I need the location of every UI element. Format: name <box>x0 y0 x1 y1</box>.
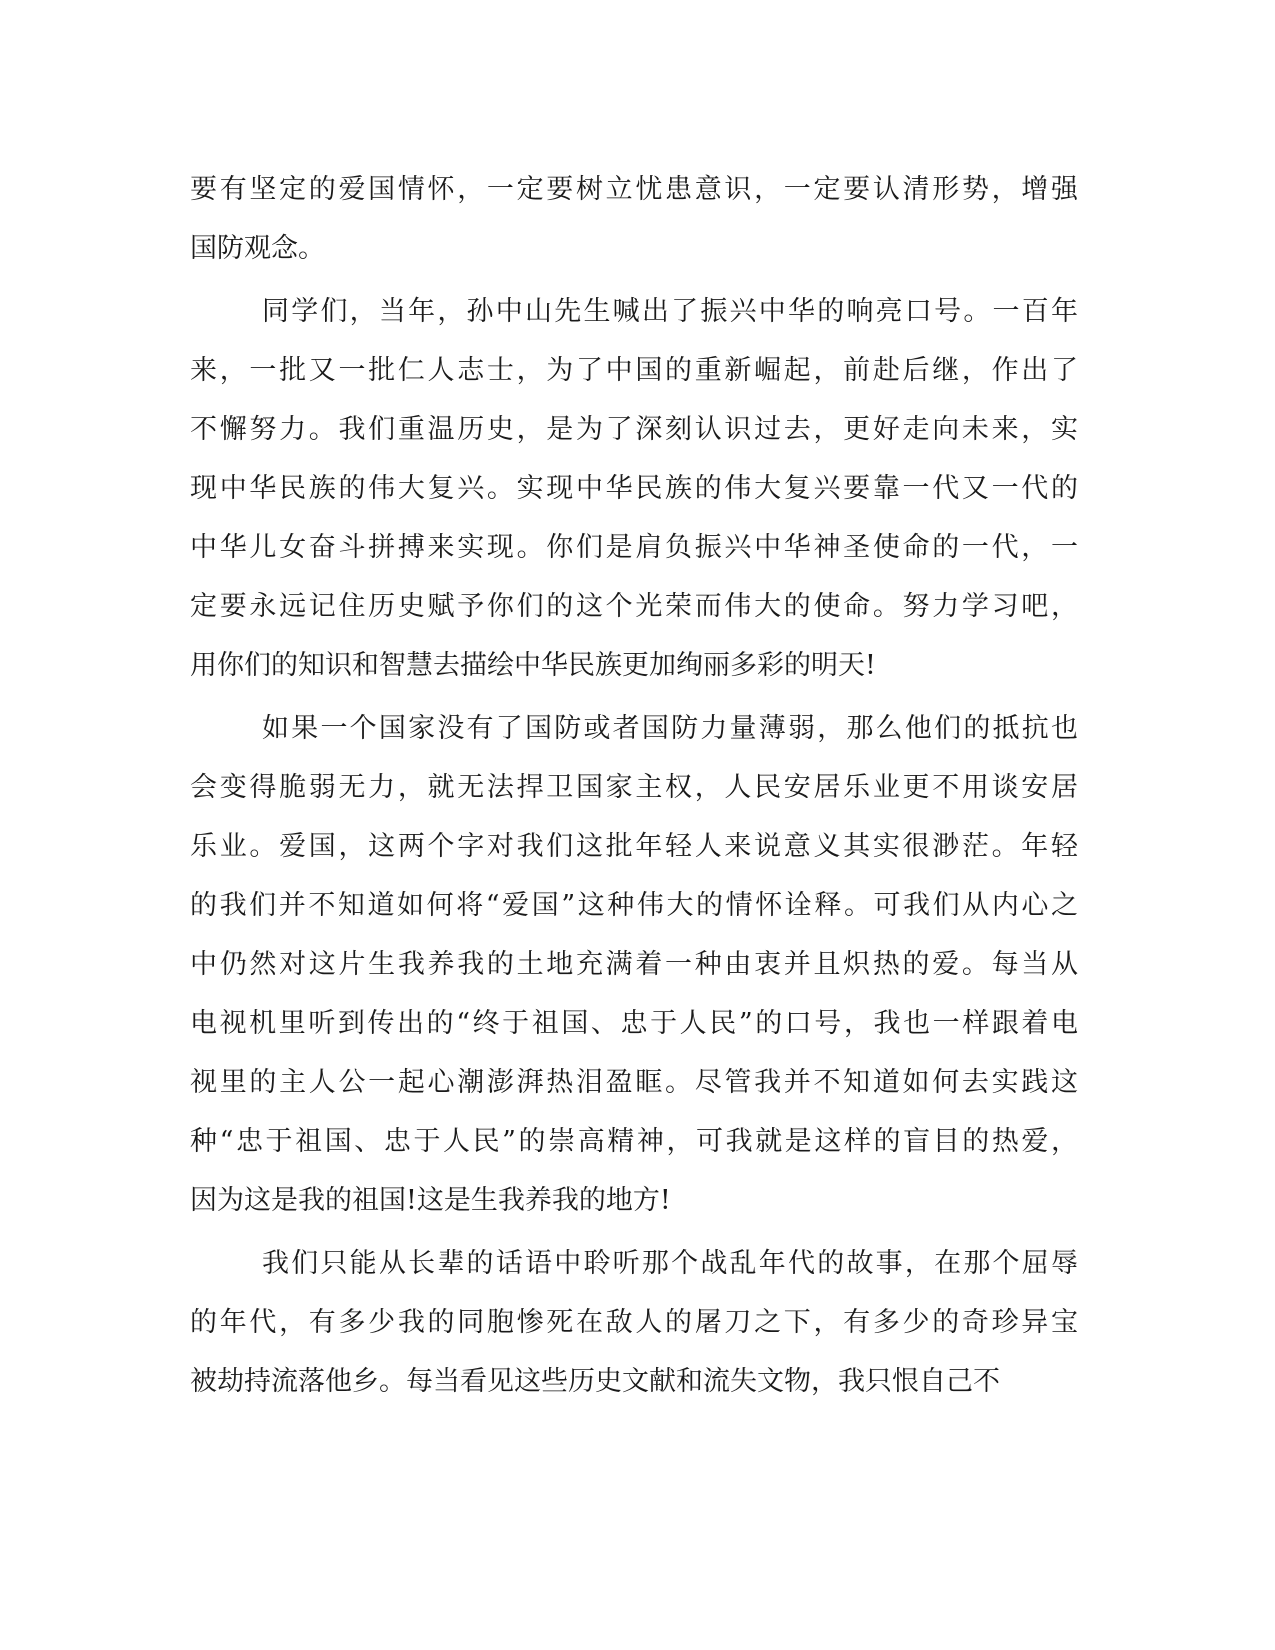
paragraph <box>190 1234 1078 1411</box>
document-body <box>190 160 1078 1411</box>
text-line: 会变得脆弱无力，就无法捍卫国家主权，人民安居乐业更不用谈安居 <box>190 772 1078 803</box>
text-line: 国防观念。 <box>190 233 325 264</box>
text-line: 现中华民族的伟大复兴。实现中华民族的伟大复兴要靠一代又一代的 <box>190 473 1078 504</box>
text-line: 的年代，有多少我的同胞惨死在敌人的屠刀之下，有多少的奇珍异宝 <box>190 1307 1078 1338</box>
text-line: 中华儿女奋斗拼搏来实现。你们是肩负振兴中华神圣使命的一代，一 <box>190 532 1078 563</box>
text-line: 被劫持流落他乡。每当看见这些历史文献和流失文物，我只恨自己不 <box>190 1366 1000 1397</box>
paragraph <box>190 160 1078 278</box>
text-line: 同学们，当年，孙中山先生喊出了振兴中华的响亮口号。一百年 <box>262 296 1078 327</box>
text-line: 种“忠于祖国、忠于人民”的崇高精神，可我就是这样的盲目的热爱， <box>190 1126 1078 1157</box>
text-line: 用你们的知识和智慧去描绘中华民族更加绚丽多彩的明天! <box>190 650 876 681</box>
text-line: 中仍然对这片生我养我的土地充满着一种由衷并且炽热的爱。每当从 <box>190 949 1078 980</box>
text-line: 要有坚定的爱国情怀，一定要树立忧患意识，一定要认清形势，增强 <box>190 174 1078 205</box>
text-line: 的我们并不知道如何将“爱国”这种伟大的情怀诠释。可我们从内心之 <box>190 890 1078 921</box>
text-line: 乐业。爱国，这两个字对我们这批年轻人来说意义其实很渺茫。年轻 <box>190 831 1078 862</box>
text-line: 如果一个国家没有了国防或者国防力量薄弱，那么他们的抵抗也 <box>262 713 1078 744</box>
text-line: 我们只能从长辈的话语中聆听那个战乱年代的故事，在那个屈辱 <box>262 1248 1078 1279</box>
text-line: 定要永远记住历史赋予你们的这个光荣而伟大的使命。努力学习吧， <box>190 591 1078 622</box>
text-line: 来，一批又一批仁人志士，为了中国的重新崛起，前赴后继，作出了 <box>190 355 1078 386</box>
paragraph <box>190 282 1078 695</box>
paragraph <box>190 699 1078 1230</box>
text-line: 电视机里听到传出的“终于祖国、忠于人民”的口号，我也一样跟着电 <box>190 1008 1078 1039</box>
text-line: 视里的主人公一起心潮澎湃热泪盈眶。尽管我并不知道如何去实践这 <box>190 1067 1078 1098</box>
text-line: 不懈努力。我们重温历史，是为了深刻认识过去，更好走向未来，实 <box>190 414 1078 445</box>
text-line: 因为这是我的祖国!这是生我养我的地方! <box>190 1185 671 1216</box>
